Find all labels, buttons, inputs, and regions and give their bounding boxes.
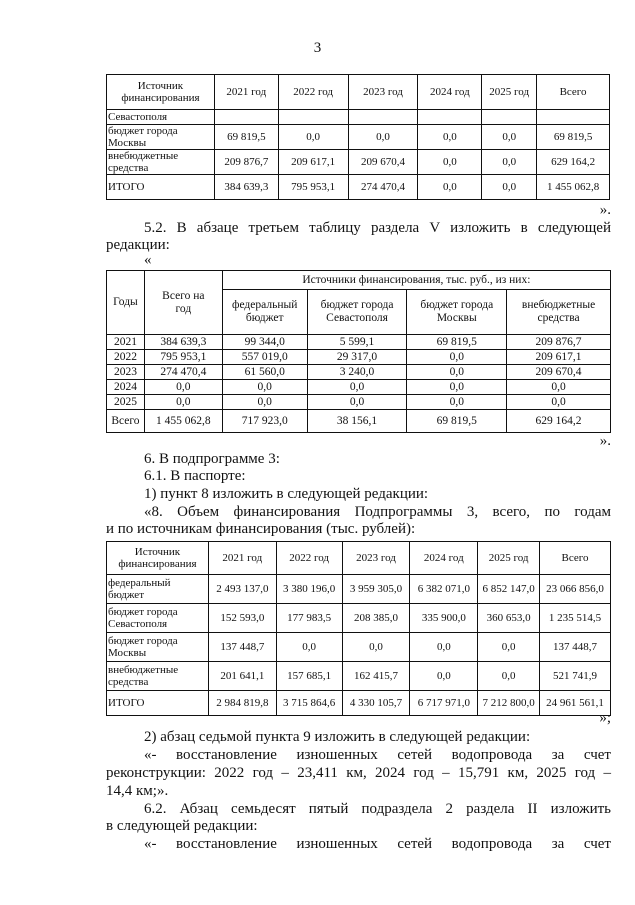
para-5-2-line1: 5.2. В абзаце третьем таблицу раздела V изложить в следующей <box>144 220 611 236</box>
table-row <box>107 633 611 662</box>
cell <box>482 110 537 125</box>
cell: 69 819,5 <box>407 335 507 350</box>
para-6: 6. В подпрограмме 3: <box>144 451 280 467</box>
cell <box>348 110 418 125</box>
header-cell: Всего <box>540 542 611 575</box>
cell: 0,0 <box>348 125 418 150</box>
row-label: бюджет города Москвы <box>107 125 215 150</box>
header-cell: 2021 год <box>208 542 276 575</box>
header-cell: 2024 год <box>410 542 478 575</box>
cell: 201 641,1 <box>208 662 276 691</box>
header-cell: 2023 год <box>342 542 410 575</box>
header-cell: 2025 год <box>478 542 540 575</box>
para-6-2-line1: 6.2. Абзац семьдесят пятый подраздела 2 раздела II изложить <box>144 801 611 817</box>
para-8-line2: и по источникам финансирования (тыс. рублей): <box>106 521 416 537</box>
cell: 99 344,0 <box>222 335 307 350</box>
table-row <box>107 380 611 395</box>
year-cell: 2022 <box>107 350 145 365</box>
table-row <box>107 604 611 633</box>
header-cell: Источник финансирования <box>107 75 215 110</box>
cell: 0,0 <box>482 175 537 200</box>
cell: 162 415,7 <box>342 662 410 691</box>
cell: 208 385,0 <box>342 604 410 633</box>
total-cell: 274 470,4 <box>144 365 222 380</box>
cell: 0,0 <box>407 350 507 365</box>
header-cell: 2022 год <box>278 75 348 110</box>
cell: 0,0 <box>222 395 307 410</box>
year-cell: 2024 <box>107 380 145 395</box>
total-cell: 795 953,1 <box>144 350 222 365</box>
cell: 69 819,5 <box>214 125 278 150</box>
cell: 177 983,5 <box>276 604 342 633</box>
cell: 274 470,4 <box>348 175 418 200</box>
cell: 0,0 <box>342 633 410 662</box>
cell: 209 876,7 <box>507 335 611 350</box>
table-row <box>107 335 611 350</box>
cell: 0,0 <box>478 633 540 662</box>
para-8-line1: «8. Объем финансирования Подпрограммы 3, всего, по годам <box>144 504 611 520</box>
cell: 795 953,1 <box>278 175 348 200</box>
para-item1: 1) пункт 8 изложить в следующей редакции: <box>144 486 429 502</box>
page-number: 3 <box>313 40 322 56</box>
table-row <box>107 125 610 150</box>
header-cell: Всего <box>537 75 610 110</box>
cell: 0,0 <box>410 633 478 662</box>
cell: 0,0 <box>482 125 537 150</box>
cell: 209 670,4 <box>348 150 418 175</box>
table3-close-mark: »; <box>599 710 611 726</box>
cell: 3 380 196,0 <box>276 575 342 604</box>
para-quote1-line1: «- восстановление изношенных сетей водопровода за счет <box>144 747 611 763</box>
cell: 6 852 147,0 <box>478 575 540 604</box>
header-extrabudget: внебюджетные средства <box>507 290 611 335</box>
cell: 3 959 305,0 <box>342 575 410 604</box>
cell: 157 685,1 <box>276 662 342 691</box>
header-cell: 2022 год <box>276 542 342 575</box>
row-label: ИТОГО <box>107 691 209 716</box>
cell: 152 593,0 <box>208 604 276 633</box>
cell: 0,0 <box>407 395 507 410</box>
table-row <box>107 110 610 125</box>
cell <box>214 110 278 125</box>
cell: 2 984 819,8 <box>208 691 276 716</box>
table-row <box>107 662 611 691</box>
header-sources-group: Источники финансирования, тыс. руб., из них: <box>222 271 610 290</box>
cell: 137 448,7 <box>208 633 276 662</box>
open-quote: « <box>144 252 152 268</box>
header-total: Всего на год <box>144 271 222 335</box>
cell: 6 382 071,0 <box>410 575 478 604</box>
cell: 0,0 <box>222 380 307 395</box>
cell: 0,0 <box>407 380 507 395</box>
cell: 3 240,0 <box>307 365 407 380</box>
cell: 0,0 <box>507 395 611 410</box>
year-cell: 2025 <box>107 395 145 410</box>
cell: 209 876,7 <box>214 150 278 175</box>
header-sevastopol: бюджет города Севастополя <box>307 290 407 335</box>
cell: 0,0 <box>418 150 482 175</box>
row-label: бюджет города Москвы <box>107 633 209 662</box>
cell: 29 317,0 <box>307 350 407 365</box>
cell <box>418 110 482 125</box>
cell: 0,0 <box>307 380 407 395</box>
cell: 384 639,3 <box>214 175 278 200</box>
cell: 7 212 800,0 <box>478 691 540 716</box>
year-cell: 2023 <box>107 365 145 380</box>
cell: 629 164,2 <box>507 410 611 433</box>
cell: 69 819,5 <box>407 410 507 433</box>
cell: 0,0 <box>410 662 478 691</box>
para-item2: 2) абзац седьмой пункта 9 изложить в следующей редакции: <box>144 729 531 745</box>
row-label: ИТОГО <box>107 175 215 200</box>
cell: 521 741,9 <box>540 662 611 691</box>
cell: 1 455 062,8 <box>537 175 610 200</box>
cell: 5 599,1 <box>307 335 407 350</box>
cell: 3 715 864,6 <box>276 691 342 716</box>
cell: 557 019,0 <box>222 350 307 365</box>
table-header-row <box>107 542 611 575</box>
table-header-row <box>107 75 610 110</box>
table-row <box>107 365 611 380</box>
cell: 23 066 856,0 <box>540 575 611 604</box>
year-cell: Всего <box>107 410 145 433</box>
cell: 209 670,4 <box>507 365 611 380</box>
total-cell: 1 455 062,8 <box>144 410 222 433</box>
para-6-1: 6.1. В паспорте: <box>144 468 246 484</box>
table-row <box>107 350 611 365</box>
header-moscow: бюджет города Москвы <box>407 290 507 335</box>
year-cell: 2021 <box>107 335 145 350</box>
cell: 2 493 137,0 <box>208 575 276 604</box>
cell: 0,0 <box>482 150 537 175</box>
cell: 1 235 514,5 <box>540 604 611 633</box>
cell: 69 819,5 <box>537 125 610 150</box>
cell: 0,0 <box>418 125 482 150</box>
subprogram3-financing-table <box>106 541 611 716</box>
cell: 0,0 <box>307 395 407 410</box>
cell: 717 923,0 <box>222 410 307 433</box>
total-cell: 0,0 <box>144 395 222 410</box>
para-quote2-line1: «- восстановление изношенных сетей водопровода за счет <box>144 836 611 852</box>
cell: 0,0 <box>478 662 540 691</box>
header-cell: Источник финансирования <box>107 542 209 575</box>
row-label: Севастополя <box>107 110 215 125</box>
table1-close-mark: ». <box>599 202 611 218</box>
row-label: федеральный бюджет <box>107 575 209 604</box>
row-label: внебюджетные средства <box>107 150 215 175</box>
cell: 38 156,1 <box>307 410 407 433</box>
header-cell: 2021 год <box>214 75 278 110</box>
cell: 360 653,0 <box>478 604 540 633</box>
header-cell: 2024 год <box>418 75 482 110</box>
para-quote1-line3: 14,4 км;». <box>106 783 169 799</box>
cell: 0,0 <box>418 175 482 200</box>
financing-table-continued <box>106 74 610 200</box>
para-quote1-line2: реконструкции: 2022 год – 23,411 км, 2024 год – 15,791 км, 2025 год – <box>106 765 611 781</box>
cell: 0,0 <box>276 633 342 662</box>
cell: 61 560,0 <box>222 365 307 380</box>
cell: 629 164,2 <box>537 150 610 175</box>
table-row <box>107 575 611 604</box>
para-6-2-line2: в следующей редакции: <box>106 818 258 834</box>
cell: 6 717 971,0 <box>410 691 478 716</box>
header-federal: федеральный бюджет <box>222 290 307 335</box>
table-row <box>107 395 611 410</box>
row-label: внебюджетные средства <box>107 662 209 691</box>
row-label: бюджет города Севастополя <box>107 604 209 633</box>
cell: 209 617,1 <box>278 150 348 175</box>
cell: 335 900,0 <box>410 604 478 633</box>
cell: 137 448,7 <box>540 633 611 662</box>
header-cell: 2025 год <box>482 75 537 110</box>
cell: 0,0 <box>507 380 611 395</box>
cell: 24 961 561,1 <box>540 691 611 716</box>
group-header-row <box>107 271 611 290</box>
cell: 4 330 105,7 <box>342 691 410 716</box>
cell: 0,0 <box>278 125 348 150</box>
table-row <box>107 175 610 200</box>
table-row <box>107 150 610 175</box>
cell: 0,0 <box>407 365 507 380</box>
table-row <box>107 410 611 433</box>
cell: 209 617,1 <box>507 350 611 365</box>
table2-close-mark: ». <box>599 433 611 449</box>
years-financing-table <box>106 270 611 433</box>
header-cell: 2023 год <box>348 75 418 110</box>
cell <box>278 110 348 125</box>
header-years: Годы <box>107 271 145 335</box>
para-5-2-line2: редакции: <box>106 237 170 253</box>
cell <box>537 110 610 125</box>
total-cell: 384 639,3 <box>144 335 222 350</box>
total-cell: 0,0 <box>144 380 222 395</box>
